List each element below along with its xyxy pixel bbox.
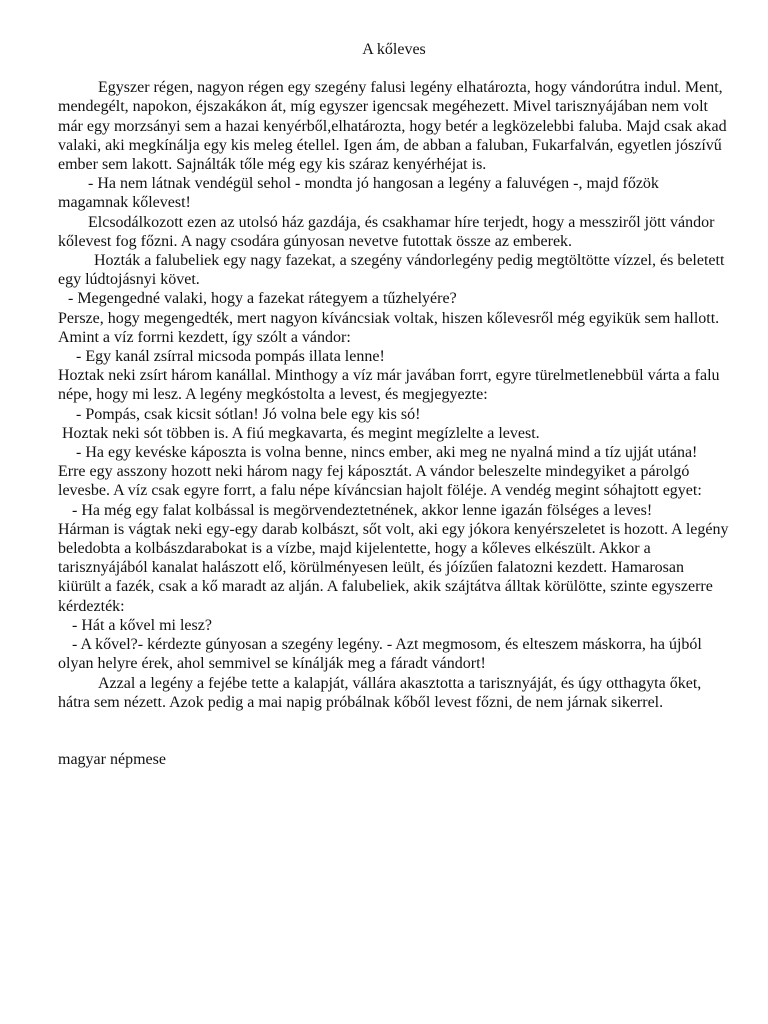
- paragraph: Persze, hogy megengedték, mert nagyon kíváncsiak voltak, hiszen kőlevesről még egyikük sem hallott. Amint a víz forrni kezdett, így szólt a vándor:: [58, 309, 720, 346]
- paragraph: Hozták a falubeliek egy nagy fazekat, a szegény vándorlegény pedig megtöltötte vízzel, és beletett egy lúdtojásnyi követ.: [58, 252, 725, 289]
- paragraph: Hoztak neki zsírt három kanállal. Minthogy a víz már javában forrt, egyre türelmetlenebbül várta a falu népe, hogy mi lesz. A legény megkóstolta a levest, és megjegyezte:: [58, 367, 720, 404]
- dialogue-line: - Ha egy kevéske káposzta is volna benne, nincs ember, aki meg ne nyalná mind a tíz ujját utána!: [76, 444, 698, 462]
- paragraph: Hárman is vágtak neki egy-egy darab kolbászt, sőt volt, aki egy jókora kenyérszeletet is hozott. A legény beledobta a kolbászdarabokat is a vízbe, majd kijelentette, hogy a kőleves elkészült. Akkor a tarisznyájából kanalat halászott elő, körülményesen leült, és jóízűen falatozni kezdett. Hamarosan kiürült a fazék, csak a kő maradt az alján. A falubeliek, akik szájtátva álltak körülötte, szinte egyszerre kérdezték:: [58, 520, 729, 615]
- dialogue-line: - Hát a kővel mi lesz?: [72, 616, 212, 634]
- paragraph: Elcsodálkozott ezen az utolsó ház gazdája, és csakhamar híre terjedt, hogy a messziről jött vándor kőlevest fog főzni. A nagy csodára gúnyosan nevetve futottak össze az emberek.: [58, 213, 715, 250]
- dialogue-line: - Ha még egy falat kolbással is megörvendeztetnének, akkor lenne igazán fölséges a leves!: [72, 501, 653, 519]
- dialogue-line: - Pompás, csak kicsit sótlan! Jó volna bele egy kis só!: [76, 405, 421, 423]
- dialogue-line: - Egy kanál zsírral micsoda pompás illata lenne!: [76, 348, 385, 366]
- paragraph: Hoztak neki sót többen is. A fiú megkavarta, és megint megízlelte a levest.: [62, 424, 540, 442]
- document-page: [58, 40, 730, 769]
- dialogue-line: - Megengedné valaki, hogy a fazekat rátegyem a tűzhelyére?: [68, 290, 457, 308]
- paragraph: Erre egy asszony hozott neki három nagy fej káposztát. A vándor beleszelte mindegyiket a párolgó levesbe. A víz csak egyre forrt, a falu népe kíváncsian hajolt föléje. A vendég megint sóhajtott egyet:: [58, 463, 702, 500]
- paragraph-intro: Egyszer régen, nagyon régen egy szegény falusi legény elhatározta, hogy vándorútra indul. Ment, mendegélt, napokon, éjszakákon át, míg egyszer igencsak megéhezett. Mivel tarisznyájában nem volt már egy morzsányi sem a hazai kenyérből,elhatározta, hogy betér a legközelebbi faluba. Majd csak akad valaki, aki megkínálja egy kis meleg étellel. Igen ám, de abban a faluban, Fukarfalván, egyetlen jószívű ember sem lakott. Sajnálták tőle még egy kis száraz kenyérhéjat is.: [58, 79, 727, 174]
- document-title: A kőleves: [362, 41, 426, 58]
- dialogue-line: - A kővel?- kérdezte gúnyosan a szegény legény. - Azt megmosom, és elteszem máskorra, ha újból olyan helyre érek, ahol semmivel se kínálják meg a fáradt vándort!: [58, 636, 702, 673]
- document-footer: magyar népmese: [58, 750, 166, 768]
- paragraph-closing: Azzal a legény a fejébe tette a kalapját, vállára akasztotta a tarisznyáját, és úgy otthagyta őket, hátra sem nézett. Azok pedig a mai napig próbálnak kőből levest főzni, de nem járnak sikerrel.: [58, 674, 702, 711]
- dialogue-line: - Ha nem látnak vendégül sehol - mondta jó hangosan a legény a faluvégen -, majd főzök magamnak kőlevest!: [58, 175, 659, 212]
